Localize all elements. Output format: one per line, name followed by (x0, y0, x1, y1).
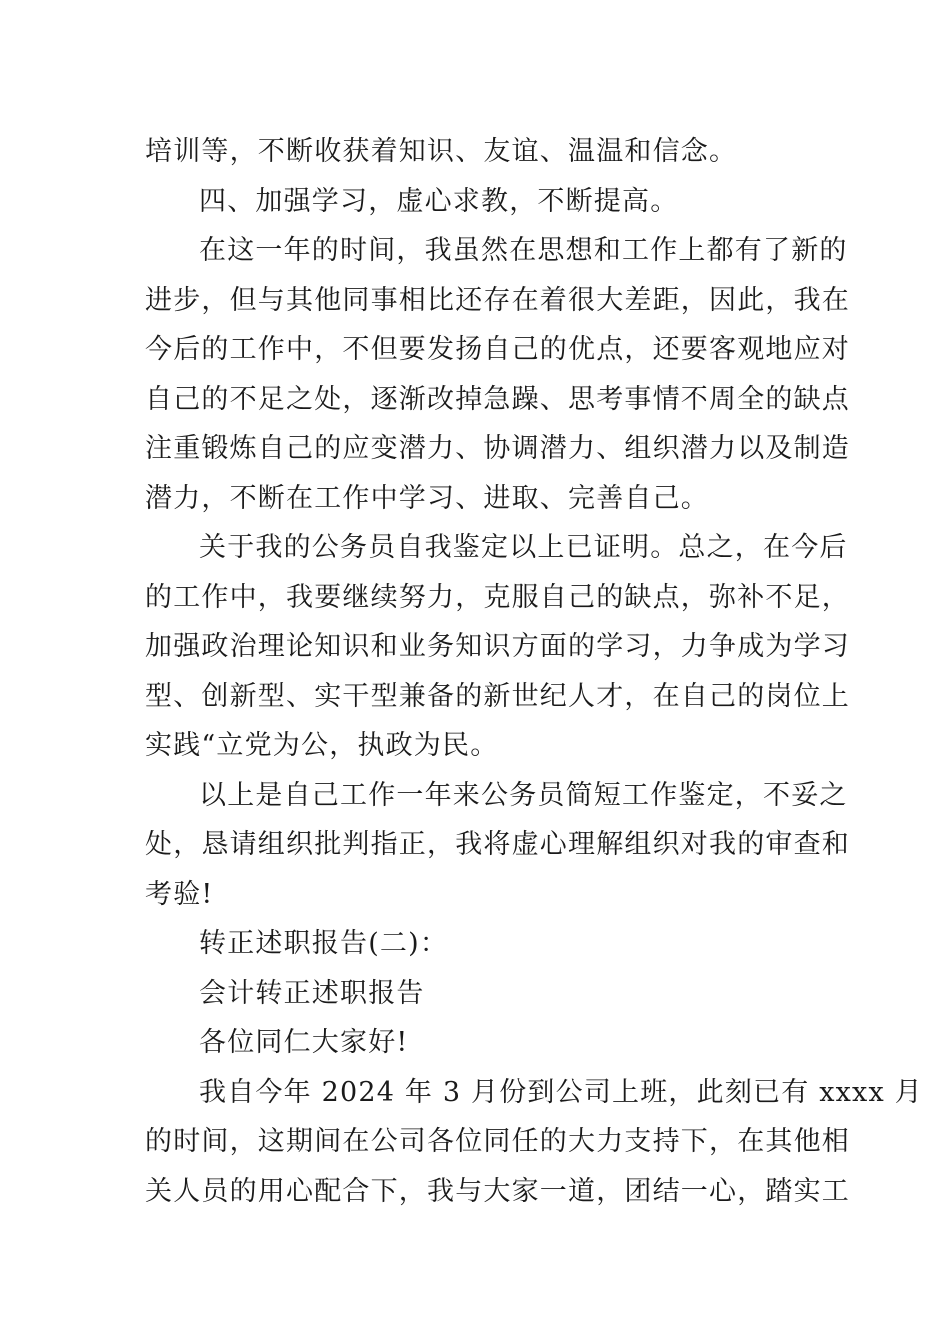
text-line: 注重锻炼自己的应变潜力、协调潜力、组织潜力以及制造 (145, 433, 850, 464)
text-line: 的时间，这期间在公司各位同任的大力支持下，在其他相 (145, 1126, 850, 1157)
text-line: 关于我的公务员自我鉴定以上已证明。总之，在今后 (199, 532, 848, 563)
text-line: 型、创新型、实干型兼备的新世纪人才，在自己的岗位上 (145, 680, 850, 712)
text-line: 进步，但与其他同事相比还存在着很大差距，因此，我在 (145, 284, 850, 316)
text-line: 四、加强学习，虚心求教，不断提高。 (199, 185, 679, 217)
text-line: 转正述职报告(二)： (199, 928, 449, 959)
text-line: 加强政治理论知识和业务知识方面的学习，力争成为学习 (145, 631, 850, 662)
text-line: 考验! (145, 878, 214, 910)
text-line: 今后的工作中，不但要发扬自己的优点，还要客观地应对 (145, 334, 850, 365)
text-line: 实践“立党为公，执政为民。 (145, 730, 499, 761)
text-line: 自己的不足之处，逐渐改掉急躁、思考事情不周全的缺点 (145, 383, 850, 415)
text-line: 会计转正述职报告 (199, 977, 425, 1009)
text-line: 关人员的用心配合下，我与大家一道，团结一心，踏实工 (145, 1175, 850, 1207)
text-line: 以上是自己工作一年来公务员简短工作鉴定，不妥之 (199, 779, 848, 811)
text-line: 处，恳请组织批判指正，我将虚心理解组织对我的审查和 (145, 829, 850, 860)
document-body (145, 127, 923, 1216)
text-line: 的工作中，我要继续努力，克服自己的缺点，弥补不足， (145, 581, 850, 613)
text-line: 各位同仁大家好! (199, 1027, 409, 1058)
text-line: 培训等，不断收获着知识、友谊、温温和信念。 (145, 136, 738, 167)
text-line: 在这一年的时间，我虽然在思想和工作上都有了新的 (199, 235, 848, 266)
text-line: 潜力，不断在工作中学习、进取、完善自己。 (145, 482, 709, 514)
text-line: 我自今年 2024 年 3 月份到公司上班，此刻已有 xxxx 月 (199, 1076, 923, 1108)
